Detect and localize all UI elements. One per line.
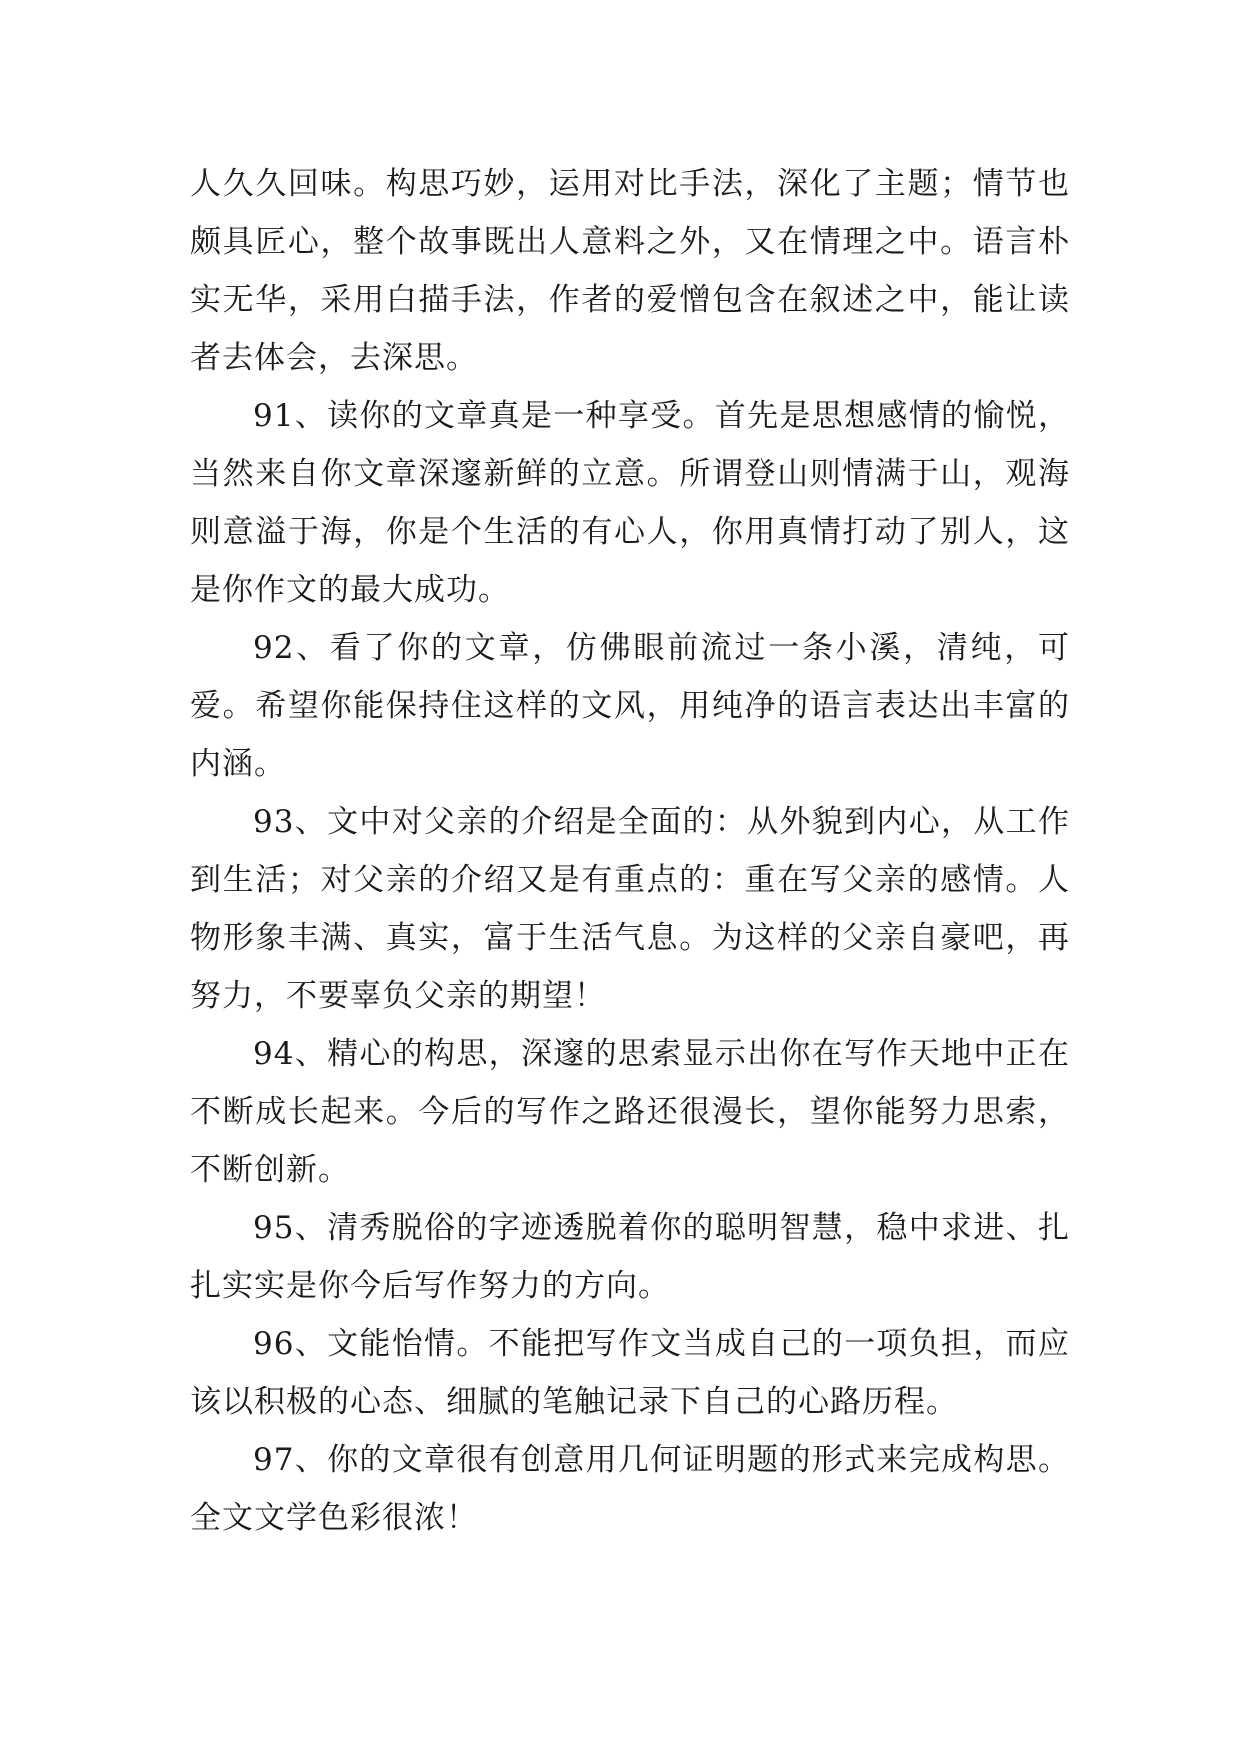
paragraph-comment-94: 94、精心的构思，深邃的思索显示出你在写作天地中正在不断成长起来。今后的写作之路还很漫长，望你能努力思索，不断创新。 (190, 1036, 1070, 1188)
paragraph-comment-97: 97、你的文章很有创意用几何证明题的形式来完成构思。全文文学色彩很浓！ (190, 1442, 1070, 1536)
document-body (190, 155, 1070, 1547)
paragraph-comment-95: 95、清秀脱俗的字迹透脱着你的聪明智慧，稳中求进、扎扎实实是你今后写作努力的方向。 (190, 1210, 1070, 1304)
paragraph-comment-91: 91、读你的文章真是一种享受。首先是思想感情的愉悦，当然来自你文章深邃新鲜的立意。所谓登山则情满于山，观海则意溢于海，你是个生活的有心人，你用真情打动了别人，这是你作文的最大成功。 (190, 398, 1070, 608)
paragraph-comment-92: 92、看了你的文章，仿佛眼前流过一条小溪，清纯，可爱。希望你能保持住这样的文风，用纯净的语言表达出丰富的内涵。 (190, 630, 1070, 782)
paragraph-comment-96: 96、文能怡情。不能把写作文当成自己的一项负担，而应该以积极的心态、细腻的笔触记录下自己的心路历程。 (190, 1326, 1070, 1420)
paragraph-continuation: 人久久回味。构思巧妙，运用对比手法，深化了主题；情节也颇具匠心，整个故事既出人意料之外，又在情理之中。语言朴实无华，采用白描手法，作者的爱憎包含在叙述之中，能让读者去体会，去深思。 (190, 166, 1070, 376)
paragraph-comment-93: 93、文中对父亲的介绍是全面的：从外貌到内心，从工作到生活；对父亲的介绍又是有重点的：重在写父亲的感情。人物形象丰满、真实，富于生活气息。为这样的父亲自豪吧，再努力，不要辜负父亲的期望！ (190, 804, 1070, 1014)
